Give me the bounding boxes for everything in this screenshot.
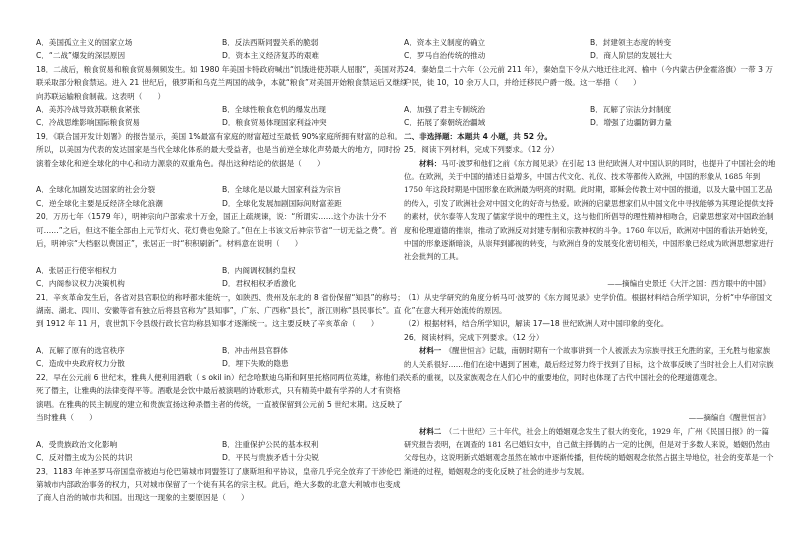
right-column: [404, 36, 776, 478]
q20-stem: 20．万历七年（1579 年），明神宗向户部索求十万金，国正上疏规谏，说：“所谓实……这个办法十分不可……”之后，但这不能全部由上元节灯火、花灯费也免除了。”但在上书该文后神宗节省“一切无益之费”。首后，明神宗“大档驱以费国正”，张居正一时“积积刷新”。材料意在说明（ ）: [36, 212, 398, 248]
q22-stem: 22．早在公元前 6 世纪末，雅典人便利用酒歌（ s okil in）纪念哈默迪乌斯和阿里托格同两位英雄，称他们杀死了僭主，让雅典的法律变得平等。酒歌是会饮中最后被演唱的诗歌形式，只有精英中最有学养的人才有资格演唱。在雅典的民主制度的建立和贵族宣扬这种杀僭主者的传统，一直被保留到公元前 5 世纪末期。这反映了当时雅典（ ）: [36, 372, 406, 423]
q23-option-c[interactable]: C．罗马自治传统的推动: [404, 51, 486, 61]
q18-option-c[interactable]: C．冷战思维影响国际粮食贸易: [36, 118, 141, 128]
q25-material-label: 材料：: [419, 158, 442, 168]
q26-material-2: [404, 425, 776, 479]
q25-requirement-2: （2）根据材料，结合所学知识，解读 17—18 世纪欧洲人对中国印象的变化。: [404, 319, 669, 329]
q22-option-a[interactable]: A．受贵族政治文化影响: [36, 439, 118, 449]
q21-options-row-2: [36, 357, 408, 370]
q19-option-d[interactable]: D．全球化发展加剧国际间财富差距: [222, 198, 342, 208]
q19-option-a[interactable]: A．全球化加剧发达国家的社会分裂: [36, 185, 156, 195]
q26-material-2-label: 材料二: [419, 426, 442, 436]
q21-stem: 21．辛亥革命发生后，各省对县官职位的称呼都未能统一，如陕西、贵州及东北的 8 省份保留“知县”的称号；湖南、湖北、四川、安徽等省有独立后将县官称为“县知事”，广东、广西称“县长”，浙江则称“县民事长”。直到 1912 年 11 月，袁世凯下令县级行政长官均称县知事才逐渐统一。这主要反映了辛亥革命（ ）: [36, 292, 405, 329]
q21-option-c[interactable]: C．造成中央政府权力分散: [36, 359, 125, 369]
q26-material-1-source: ——摘编自《醒世恒言》: [688, 413, 770, 423]
q25-requirement-1: （1）从史学研究的角度分析马可·波罗的《东方闻见录》史学价值。根据材料结合所学知识，分析“中华帝国文化”在意大利开始流传的原因。: [404, 292, 773, 315]
q23-options-row-2: [404, 49, 776, 62]
q25-material-text: 马可·波罗和他们之前《东方闻见录》在引起 13 世纪欧洲人对中国认识的同时，也提升了中国社会的地位。在欧洲，关于中国的描述日益增多，中国古代文化、礼仪、技术等都传入欧洲，中国的形象从 1685 年到 1750 年这段时期是中国形象在欧洲最为明亮的时期。此时期，耶稣会传教士对中国的报道，以及大量中国工艺品的传入，引发了欧洲社会对中国文化的好奇与热爱。欧洲的启蒙思想家们从中国文化中寻找能够为其理论提供支持的素材，伏尔泰等人发现了儒家学说中的理性主义，这与他们所倡导的理性精神相吻合，启蒙思想家对中国政治制度和伦理道德的推崇，推动了欧洲反对封建专制和宗教神权的斗争。1760 年以后，欧洲对中国的看法开始转变，中国的形象逐渐暗淡，从崇拜到鄙视的转变，与欧洲自身的发展变化密切相关，中国形象已经成为欧洲思想家进行社会批判的工具。: [404, 158, 776, 262]
q26-material-1-label: 材料一: [419, 346, 442, 356]
q22-option-b[interactable]: B．注重保护公民的基本权利: [222, 439, 319, 449]
q26-material-2-text: （二十世纪）三十年代，社会上的婚姻观念发生了很大的变化，1929 年，广州《民国日报》的一篇研究报告表明，在调查的 181 名已婚妇女中，自己做主择偶的占一定的比例，但是对于多数人来说，婚姻仍然由父母包办，这说明新式婚姻观念虽然在城市中逐渐传播，但传统的婚姻观念依然占据主导地位，社会的变革是一个渐进的过程，婚姻观念的变化反映了社会的进步与发展。: [404, 426, 774, 476]
q20-option-c[interactable]: C．内阁参议权力决策机构: [36, 279, 125, 289]
q24-option-d[interactable]: D．增强了边疆防御力量: [590, 118, 672, 128]
q18-option-a[interactable]: A．美苏冷战导致苏联粮食紧张: [36, 104, 140, 114]
q25-material: [404, 157, 776, 278]
q21-option-b[interactable]: B．冲击州县官群体: [222, 346, 288, 356]
q20-option-b[interactable]: B．内阁调权制约皇权: [222, 265, 296, 275]
q24-options-row-1: [404, 103, 776, 116]
q23-option-b[interactable]: B．封建领主态度的转变: [590, 38, 672, 47]
q17-option-d[interactable]: D．资本主义经济复苏的艰难: [222, 51, 319, 61]
q18-option-d[interactable]: D．粮食贸易体现国家利益冲突: [222, 118, 327, 128]
q21-option-d[interactable]: D．埋下失败的隐患: [222, 359, 289, 369]
q23-option-d[interactable]: D．商人阶层的发展壮大: [590, 51, 672, 61]
q23-stem: 23．1183 年神圣罗马帝国皇帝被迫与伦巴第城市同盟签订了康斯坦和平协议，皇帝几乎完全放弃了干涉伦巴第城市内部政治事务的权力，只对城市保留了一个徒有其名的宗主权。此后，绝大多数的北意大利城市也变成了商人自治的城市共和国。出现这一现象的主要原因是（ ）: [36, 466, 402, 503]
q20-option-a[interactable]: A．张居正行使宰相权力: [36, 265, 118, 275]
q19-option-b[interactable]: B．全球化是以最大国家利益为宗旨: [222, 185, 342, 195]
q18-options-row-1: [36, 103, 408, 116]
q26-stem: 26．阅读材料，完成下列要求。（12 分）: [404, 332, 544, 342]
section-two-heading: 二、非选择题：本题共 4 小题，共 52 分。: [404, 131, 552, 141]
q18-stem: 18．二战后，粮食贸易和粮食贸易频频发生。如 1980 年美国卡特政府喊出“饥饿进使苏联人屈服”，美国对苏联采取部分粮食禁运。进入 21 世纪后，俄罗斯和乌克兰两国的战争，本就“粮食”对美国开始粮食禁运后又继续向苏联运输粮食制裁。这表明（ ）: [36, 64, 408, 101]
q20-option-d[interactable]: D．君权相权矛盾激化: [222, 279, 297, 289]
q24-option-b[interactable]: B．瓦解了宗法分封制度: [590, 104, 672, 114]
q26-material-1-text: 《醒世恒言》记载，南朝时期有一个故事讲到一个人被派去为宗族寻找王允胜的家，王允胜与他家族的人关系很好……他们在途中遇到了困难，最后经过努力终于找到了目标，这个故事反映了当时社会上人们对宗族关系的重视，以及家族观念在人们心中的重要地位，同时也体现了古代中国社会的伦理道德观念。: [404, 346, 774, 382]
left-column: [36, 36, 408, 505]
q19-option-c[interactable]: C．逆全球化主要是反经济全球化浪潮: [36, 198, 163, 208]
q17-options-row-2: [36, 49, 408, 62]
q17-option-c[interactable]: C．“二战”爆发的深层原因: [36, 51, 126, 61]
q18-options-row-2: [36, 116, 408, 129]
q21-option-a[interactable]: A．瓦解了原有的选官秩序: [36, 346, 125, 356]
q24-option-c[interactable]: C．拓展了秦朝统治疆域: [404, 118, 486, 128]
q24-option-a[interactable]: A．加强了君主专制统治: [404, 104, 486, 114]
q22-options-row-1: [36, 438, 408, 451]
q25-stem: 25．阅读下列材料，完成下列要求。（12 分）: [404, 145, 559, 155]
q22-option-c[interactable]: C．反对僭主成为公民的共识: [36, 453, 133, 463]
q19-stem: 19．《联合国开发计划署》的报告显示，美国 1%最富有家庭的财富超过至最低 90%家庭所拥有财富的总和。所以，以美国为代表的发达国家是当代全球化体系的最大受益者，也是当前逆全球化声势最大的地方，同时扮演着全球化和逆全球化的中心和动力源泉的双重角色。得出这种结论的依据是（ ）: [36, 131, 403, 168]
q17-option-b[interactable]: B．反法西斯同盟关系的脆弱: [222, 38, 319, 47]
q17-option-a[interactable]: A．美国孤立主义的国家立场: [36, 38, 133, 47]
q21-options-row-1: [36, 344, 408, 357]
q22-options-row-2: [36, 451, 408, 464]
q26-material-1: [404, 344, 776, 411]
q20-options-row-1: [36, 264, 408, 277]
q20-options-row-2: [36, 277, 408, 290]
q19-options-row-2: [36, 197, 408, 210]
q19-options-row-1: [36, 183, 408, 196]
q25-source: ——摘编自史景迁《大汗之国：西方眼中的中国》: [607, 279, 770, 289]
q17-options-row-1: [36, 36, 408, 49]
q22-option-d[interactable]: D．平民与贵族矛盾十分尖锐: [222, 453, 319, 463]
q23-options-row-1: [404, 36, 776, 49]
q23-option-a[interactable]: A．资本主义制度的确立: [404, 38, 486, 47]
q24-stem: 24．秦始皇二十六年（公元前 211 年），秦始皇下令从六地迁往北河、榆中（今内蒙古伊金霍洛旗）一带 3 万户民，徙 10，10 余万人口，并给迁移民户爵一级。这一举措（ ）: [404, 64, 773, 88]
q24-options-row-2: [404, 116, 776, 129]
q18-option-b[interactable]: B．全球性粮食危机的爆发出现: [222, 104, 326, 114]
